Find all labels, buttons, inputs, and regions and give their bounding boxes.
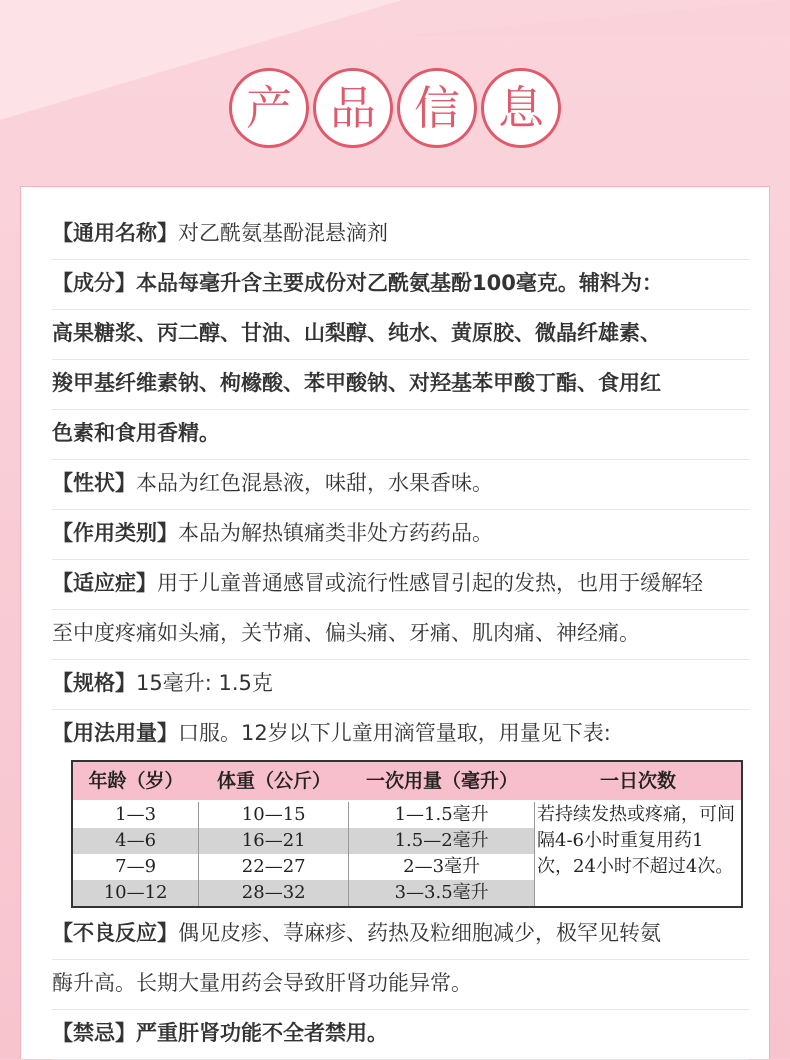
cell-weight: 10—15 <box>199 802 349 828</box>
line-adverse: 【不良反应】偶见皮疹、荨麻疹、药热及粒细胞减少，极罕见转氨 <box>52 918 749 960</box>
line-ingredients-3: 羧甲基纤维素钠、枸橼酸、苯甲酸钠、对羟基苯甲酸丁酯、食用红 <box>52 368 749 410</box>
line-indication-2: 至中度疼痛如头痛，关节痛、偏头痛、牙痛、肌肉痛、神经痛。 <box>52 618 749 660</box>
line-spec: 【规格】15毫升: 1.5克 <box>52 668 749 710</box>
cell-dose: 1.5—2毫升 <box>349 828 535 854</box>
cell-age: 7—9 <box>73 854 199 880</box>
cell-age: 10—12 <box>73 880 199 906</box>
table-row <box>73 854 535 880</box>
cell-dose: 3—3.5毫升 <box>349 880 535 906</box>
header-weight: 体重（公斤） <box>216 770 331 792</box>
line-category: 【作用类别】本品为解热镇痛类非处方药药品。 <box>52 518 749 560</box>
dosage-table <box>71 760 743 908</box>
dosage-table-header <box>73 762 741 800</box>
line-contraindication: 【禁忌】严重肝肾功能不全者禁用。 <box>52 1018 749 1060</box>
header-age: 年龄（岁） <box>88 770 184 792</box>
title-char: 品 <box>313 68 393 148</box>
cell-weight: 16—21 <box>199 828 349 854</box>
line-appearance: 【性状】本品为红色混悬液，味甜，水果香味。 <box>52 468 749 510</box>
line-ingredients-2: 高果糖浆、丙二醇、甘油、山梨醇、纯水、黄原胶、微晶纤雄素、 <box>52 318 749 360</box>
title-char: 信 <box>397 68 477 148</box>
table-row <box>73 828 535 854</box>
line-adverse-2: 酶升高。长期大量用药会导致肝肾功能异常。 <box>52 968 749 1010</box>
header-frequency: 一日次数 <box>599 770 676 792</box>
cell-age: 1—3 <box>73 802 199 828</box>
title-char: 产 <box>229 68 309 148</box>
line-generic-name: 【通用名称】对乙酰氨基酚混悬滴剂 <box>52 218 749 260</box>
table-row <box>73 880 535 906</box>
line-usage: 【用法用量】口服。12岁以下儿童用滴管量取，用量见下表: <box>52 721 611 745</box>
cell-dose: 1—1.5毫升 <box>349 802 535 828</box>
cell-weight: 22—27 <box>199 854 349 880</box>
line-ingredients-4: 色素和食用香精。 <box>52 418 749 460</box>
header-dose: 一次用量（毫升） <box>365 770 518 792</box>
cell-age: 4—6 <box>73 828 199 854</box>
background-fold-right <box>402 0 790 36</box>
page-title <box>0 68 790 148</box>
cell-frequency: 若持续发热或疼痛，可间隔4-6小时重复用药1次，24小时不超过4次。 <box>537 804 735 877</box>
cell-weight: 28—32 <box>199 880 349 906</box>
cell-dose: 2—3毫升 <box>349 854 535 880</box>
title-char: 息 <box>481 68 561 148</box>
line-indication: 【适应症】用于儿童普通感冒或流行性感冒引起的发热，也用于缓解轻 <box>52 568 749 610</box>
table-row <box>73 802 535 828</box>
line-ingredients: 【成分】本品每毫升含主要成份对乙酰氨基酚100毫克。辅料为： <box>52 268 749 310</box>
